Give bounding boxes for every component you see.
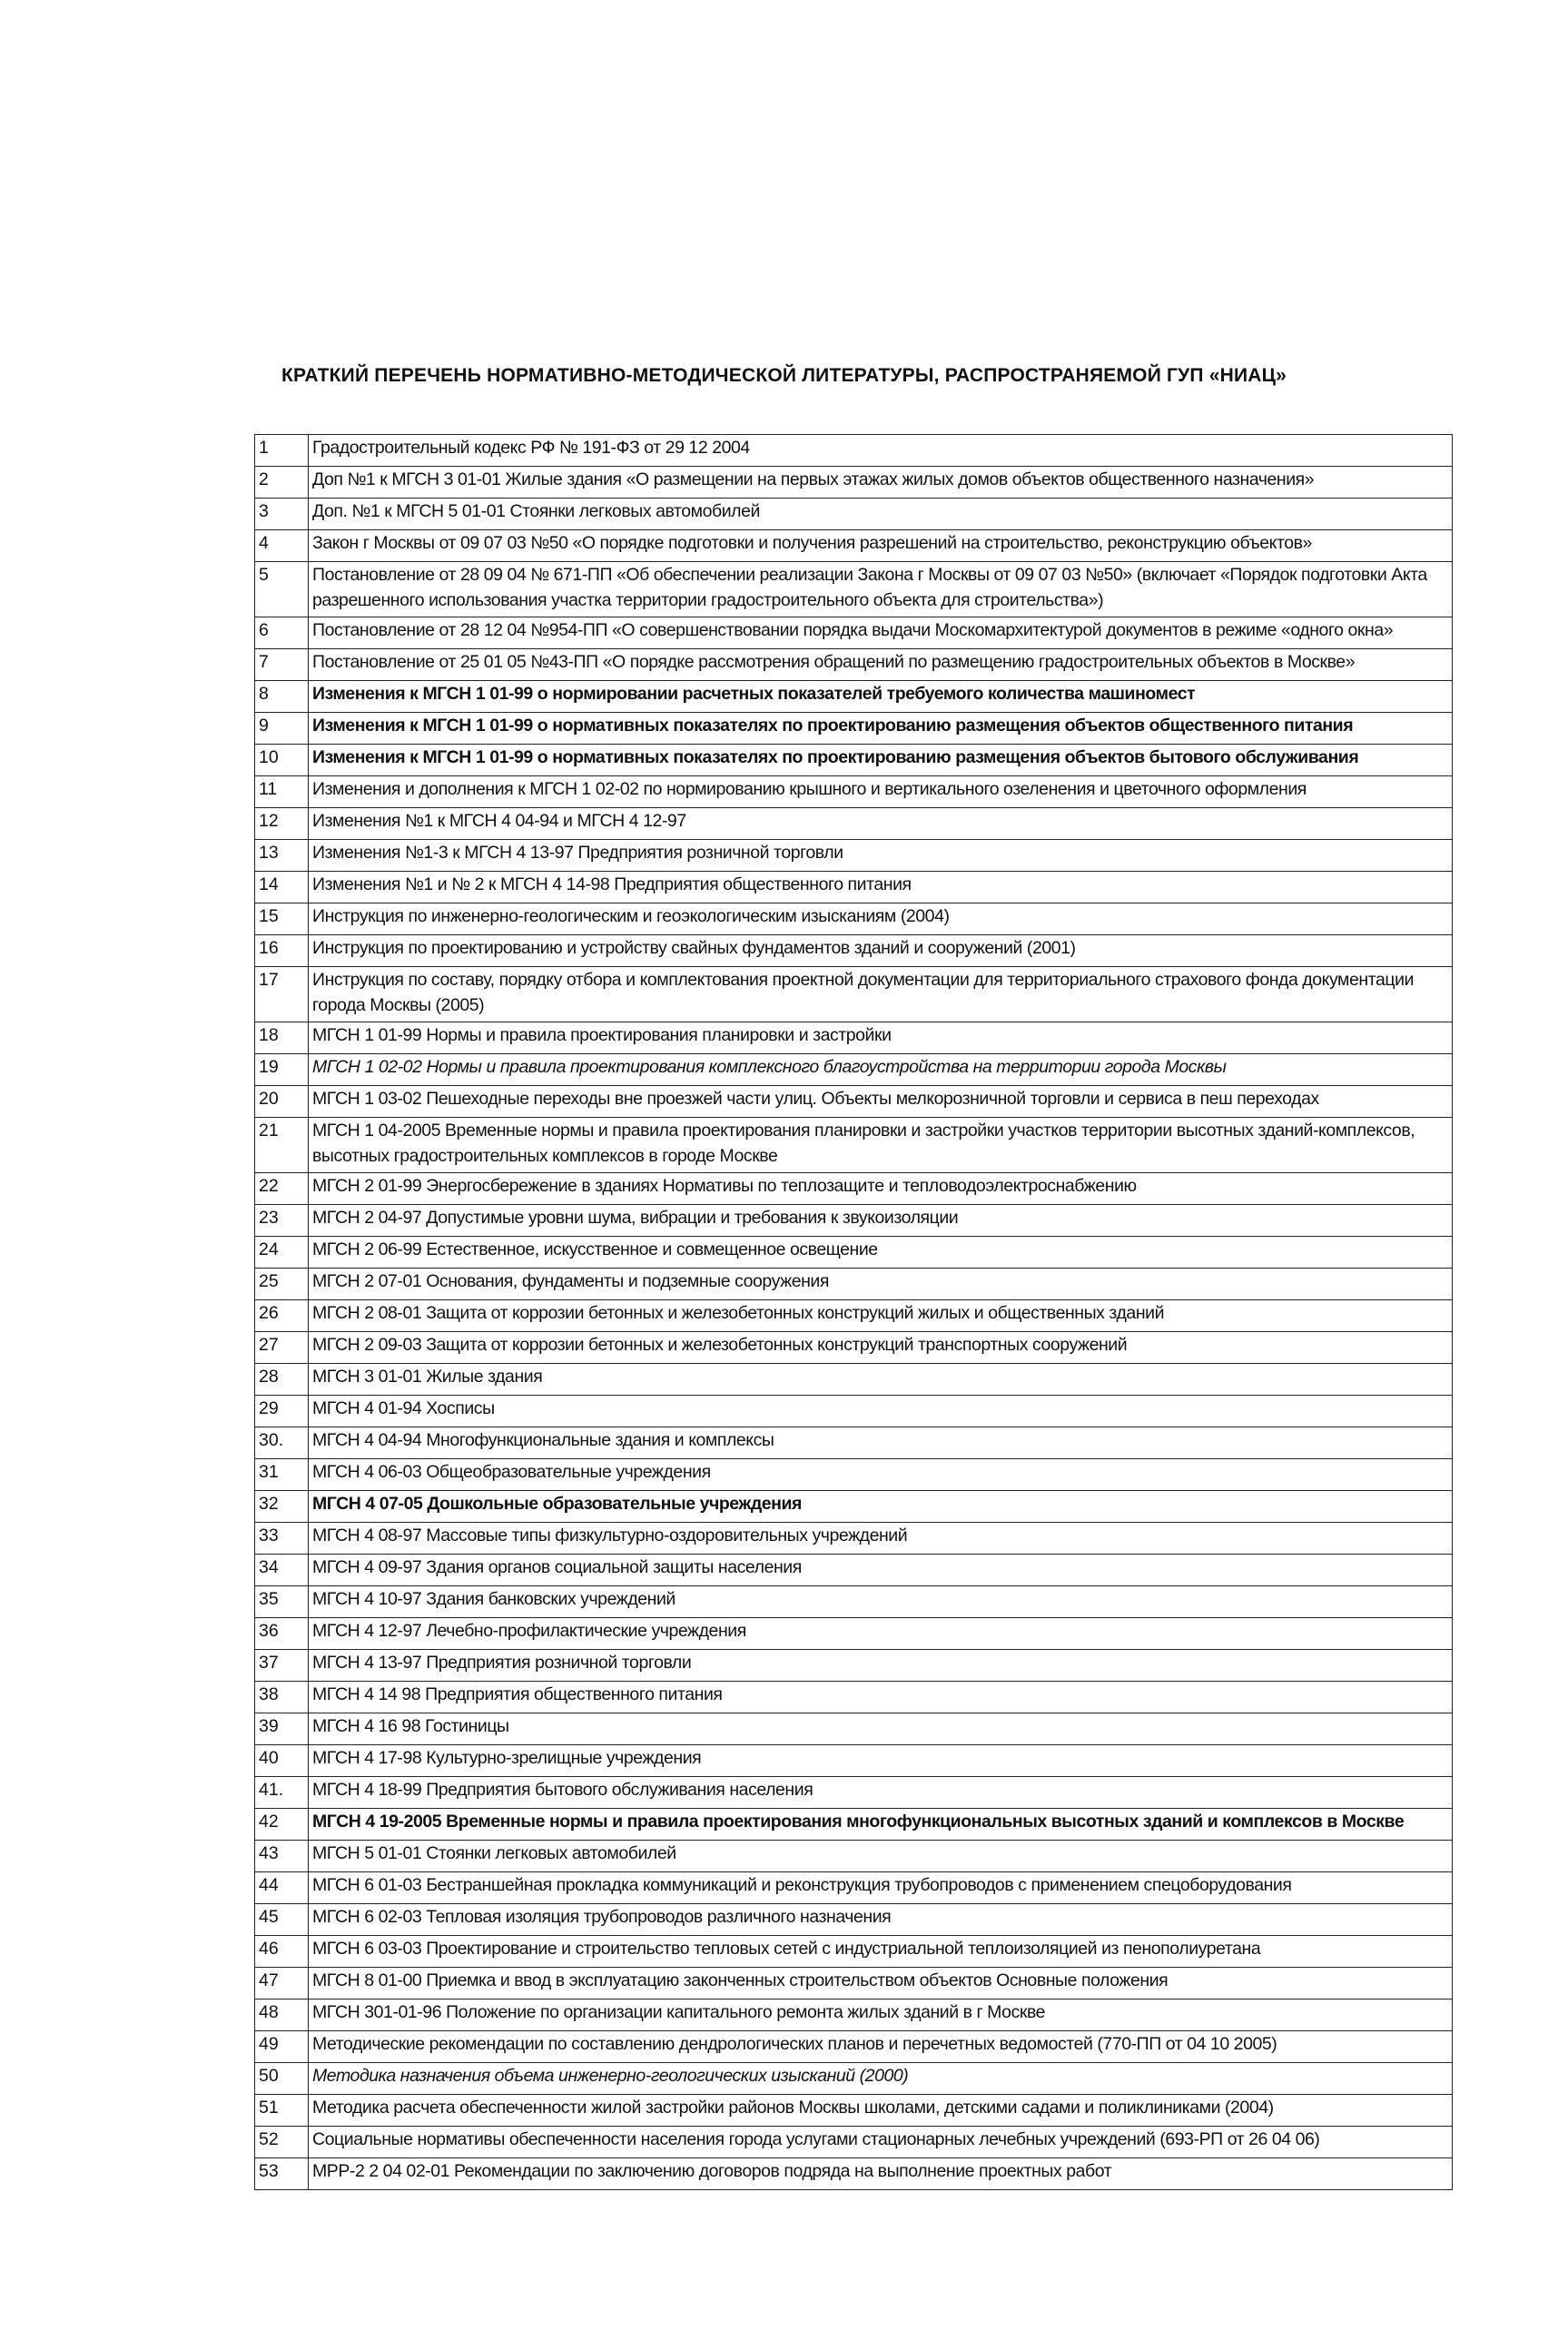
table-row (255, 1237, 1453, 1269)
row-title: МГСН 4 16 98 Гостиницы (309, 1713, 1453, 1745)
table-row (255, 1618, 1453, 1650)
row-title: Изменения к МГСН 1 01-99 о нормативных показателях по проектированию размещения объектов общественного питания (309, 713, 1453, 745)
row-number: 41. (255, 1777, 309, 1809)
row-title: Изменения №1 к МГСН 4 04-94 и МГСН 4 12-97 (309, 808, 1453, 840)
table-row (255, 872, 1453, 903)
row-title: МГСН 2 01-99 Энергосбережение в зданиях Нормативы по теплозащите и тепловодоэлектроснабжению (309, 1173, 1453, 1205)
row-number: 52 (255, 2127, 309, 2158)
table-row (255, 935, 1453, 967)
row-number: 38 (255, 1682, 309, 1713)
row-title: Доп. №1 к МГСН 5 01-01 Стоянки легковых автомобилей (309, 499, 1453, 530)
table-row (255, 1118, 1453, 1173)
row-title: Постановление от 28 12 04 №954-ПП «О совершенствовании порядка выдачи Москомархитектурой документов в режиме «одного окна» (309, 617, 1453, 649)
row-number: 21 (255, 1118, 309, 1173)
row-title: МГСН 4 13-97 Предприятия розничной торговли (309, 1650, 1453, 1682)
table-row (255, 1364, 1453, 1396)
row-number: 40 (255, 1745, 309, 1777)
row-number: 47 (255, 1968, 309, 1999)
table-row (255, 1054, 1453, 1086)
table-row (255, 1396, 1453, 1427)
table-row (255, 1650, 1453, 1682)
table-row (255, 1745, 1453, 1777)
row-title: МГСН 4 18-99 Предприятия бытового обслуживания населения (309, 1777, 1453, 1809)
row-number: 25 (255, 1269, 309, 1300)
row-number: 29 (255, 1396, 309, 1427)
row-number: 1 (255, 435, 309, 467)
table-row (255, 967, 1453, 1022)
row-number: 45 (255, 1904, 309, 1936)
row-title: МГСН 1 02-02 Нормы и правила проектирования комплексного благоустройства на территории города Москвы (309, 1054, 1453, 1086)
row-number: 3 (255, 499, 309, 530)
row-title: МГСН 4 08-97 Массовые типы физкультурно-оздоровительных учреждений (309, 1523, 1453, 1555)
table-row (255, 903, 1453, 935)
row-number: 44 (255, 1872, 309, 1904)
row-number: 24 (255, 1237, 309, 1269)
row-number: 43 (255, 1841, 309, 1872)
row-number: 6 (255, 617, 309, 649)
row-title: МГСН 2 04-97 Допустимые уровни шума, вибрации и требования к звукоизоляции (309, 1205, 1453, 1237)
table-row (255, 617, 1453, 649)
row-title: МРР-2 2 04 02-01 Рекомендации по заключению договоров подряда на выполнение проектных работ (309, 2158, 1453, 2190)
table-row (255, 1682, 1453, 1713)
table-row (255, 530, 1453, 562)
row-title: МГСН 4 19-2005 Временные нормы и правила проектирования многофункциональных высотных зданий и комплексов в Москве (309, 1809, 1453, 1841)
table-row (255, 1904, 1453, 1936)
row-number: 32 (255, 1491, 309, 1523)
row-title: Методические рекомендации по составлению дендрологических планов и перечетных ведомостей (770-ПП от 04 10 2005) (309, 2031, 1453, 2063)
row-title: Доп №1 к МГСН 3 01-01 Жилые здания «О размещении на первых этажах жилых домов объектов общественного назначения» (309, 467, 1453, 499)
row-title: Инструкция по инженерно-геологическим и геоэкологическим изысканиям (2004) (309, 903, 1453, 935)
table-row (255, 562, 1453, 617)
row-number: 35 (255, 1586, 309, 1618)
table-row (255, 1586, 1453, 1618)
row-title: МГСН 301-01-96 Положение по организации капитального ремонта жилых зданий в г Москве (309, 1999, 1453, 2031)
row-title: МГСН 4 12-97 Лечебно-профилактические учреждения (309, 1618, 1453, 1650)
row-title: Методика расчета обеспеченности жилой застройки районов Москвы школами, детскими садами и поликлиниками (2004) (309, 2095, 1453, 2127)
row-title: МГСН 4 06-03 Общеобразовательные учреждения (309, 1459, 1453, 1491)
row-number: 13 (255, 840, 309, 872)
row-title: Изменения к МГСН 1 01-99 о нормировании расчетных показателей требуемого количества машиномест (309, 681, 1453, 713)
row-number: 7 (255, 649, 309, 681)
table-row (255, 1300, 1453, 1332)
table-row (255, 1523, 1453, 1555)
row-title: Изменения №1 и № 2 к МГСН 4 14-98 Предприятия общественного питания (309, 872, 1453, 903)
table-row (255, 2031, 1453, 2063)
row-number: 37 (255, 1650, 309, 1682)
table-row (255, 649, 1453, 681)
table-row (255, 2063, 1453, 2095)
row-title: МГСН 8 01-00 Приемка и ввод в эксплуатацию законченных строительством объектов Основные положения (309, 1968, 1453, 1999)
row-title: Методика назначения объема инженерно-геологических изысканий (2000) (309, 2063, 1453, 2095)
table-row (255, 1427, 1453, 1459)
literature-table (254, 434, 1453, 2190)
row-title: МГСН 1 03-02 Пешеходные переходы вне проезжей части улиц. Объекты мелкорозничной торговли и сервиса в пеш переходах (309, 1086, 1453, 1118)
table-row (255, 1999, 1453, 2031)
row-number: 39 (255, 1713, 309, 1745)
row-number: 53 (255, 2158, 309, 2190)
row-number: 50 (255, 2063, 309, 2095)
row-number: 19 (255, 1054, 309, 1086)
table-row (255, 1491, 1453, 1523)
row-number: 11 (255, 776, 309, 808)
row-number: 8 (255, 681, 309, 713)
row-number: 27 (255, 1332, 309, 1364)
table-row (255, 1936, 1453, 1968)
table-row (255, 776, 1453, 808)
row-number: 20 (255, 1086, 309, 1118)
row-number: 18 (255, 1022, 309, 1054)
row-number: 30. (255, 1427, 309, 1459)
table-row (255, 1872, 1453, 1904)
row-number: 48 (255, 1999, 309, 2031)
row-title: МГСН 2 06-99 Естественное, искусственное и совмещенное освещение (309, 1237, 1453, 1269)
row-title: МГСН 6 03-03 Проектирование и строительство тепловых сетей с индустриальной теплоизоляцией из пенополиуретана (309, 1936, 1453, 1968)
table-row (255, 681, 1453, 713)
table-row (255, 745, 1453, 776)
row-number: 12 (255, 808, 309, 840)
table-row (255, 1332, 1453, 1364)
table-row (255, 1086, 1453, 1118)
row-title: МГСН 6 02-03 Тепловая изоляция трубопроводов различного назначения (309, 1904, 1453, 1936)
row-title: МГСН 1 01-99 Нормы и правила проектирования планировки и застройки (309, 1022, 1453, 1054)
row-number: 17 (255, 967, 309, 1022)
row-title: Инструкция по проектированию и устройству свайных фундаментов зданий и сооружений (2001) (309, 935, 1453, 967)
row-title: Изменения к МГСН 1 01-99 о нормативных показателях по проектированию размещения объектов бытового обслуживания (309, 745, 1453, 776)
table-row (255, 1022, 1453, 1054)
row-number: 2 (255, 467, 309, 499)
row-number: 46 (255, 1936, 309, 1968)
row-title: МГСН 2 08-01 Защита от коррозии бетонных и железобетонных конструкций жилых и общественных зданий (309, 1300, 1453, 1332)
table-row (255, 713, 1453, 745)
table-row (255, 1555, 1453, 1586)
row-title: Изменения и дополнения к МГСН 1 02-02 по нормированию крышного и вертикального озеленения и цветочного оформления (309, 776, 1453, 808)
table-row (255, 435, 1453, 467)
table-row (255, 1841, 1453, 1872)
row-title: МГСН 1 04-2005 Временные нормы и правила проектирования планировки и застройки участков территории высотных зданий-комплексов, высотных градостроительных комплексов в городе Москве (309, 1118, 1453, 1173)
row-number: 42 (255, 1809, 309, 1841)
row-title: МГСН 4 14 98 Предприятия общественного питания (309, 1682, 1453, 1713)
table-row (255, 808, 1453, 840)
row-number: 14 (255, 872, 309, 903)
row-number: 49 (255, 2031, 309, 2063)
row-number: 31 (255, 1459, 309, 1491)
table-row (255, 1809, 1453, 1841)
table-row (255, 1269, 1453, 1300)
row-title: МГСН 4 04-94 Многофункциональные здания и комплексы (309, 1427, 1453, 1459)
row-number: 34 (255, 1555, 309, 1586)
row-number: 10 (255, 745, 309, 776)
table-row (255, 2127, 1453, 2158)
row-title: МГСН 4 07-05 Дошкольные образовательные учреждения (309, 1491, 1453, 1523)
row-number: 4 (255, 530, 309, 562)
table-row (255, 1713, 1453, 1745)
row-title: МГСН 4 17-98 Культурно-зрелищные учреждения (309, 1745, 1453, 1777)
row-number: 36 (255, 1618, 309, 1650)
row-number: 16 (255, 935, 309, 967)
table-row (255, 2095, 1453, 2127)
row-number: 9 (255, 713, 309, 745)
row-title: Инструкция по составу, порядку отбора и комплектования проектной документации для территориального страхового фонда документации города Москвы (2005) (309, 967, 1453, 1022)
row-title: Постановление от 28 09 04 № 671-ПП «Об обеспечении реализации Закона г Москвы от 09 07 03 №50» (включает «Порядок подготовки Акта разрешенного использования участка территории градостроительного объекта для строительства») (309, 562, 1453, 617)
table-row (255, 1968, 1453, 1999)
table-row (255, 1205, 1453, 1237)
row-title: МГСН 4 09-97 Здания органов социальной защиты населения (309, 1555, 1453, 1586)
table-row (255, 840, 1453, 872)
row-number: 23 (255, 1205, 309, 1237)
row-title: МГСН 3 01-01 Жилые здания (309, 1364, 1453, 1396)
row-title: МГСН 5 01-01 Стоянки легковых автомобилей (309, 1841, 1453, 1872)
row-number: 22 (255, 1173, 309, 1205)
row-number: 51 (255, 2095, 309, 2127)
row-title: МГСН 4 01-94 Хосписы (309, 1396, 1453, 1427)
row-title: Постановление от 25 01 05 №43-ПП «О порядке рассмотрения обращений по размещению градостроительных объектов в Москве» (309, 649, 1453, 681)
row-number: 5 (255, 562, 309, 617)
table-row (255, 499, 1453, 530)
row-title: Социальные нормативы обеспеченности населения города услугами стационарных лечебных учреждений (693-РП от 26 04 06) (309, 2127, 1453, 2158)
row-title: МГСН 2 07-01 Основания, фундаменты и подземные сооружения (309, 1269, 1453, 1300)
row-title: МГСН 6 01-03 Бестраншейная прокладка коммуникаций и реконструкция трубопроводов с применением спецоборудования (309, 1872, 1453, 1904)
row-number: 26 (255, 1300, 309, 1332)
table-row (255, 1459, 1453, 1491)
row-title: МГСН 2 09-03 Защита от коррозии бетонных и железобетонных конструкций транспортных сооружений (309, 1332, 1453, 1364)
row-number: 15 (255, 903, 309, 935)
row-title: Изменения №1-3 к МГСН 4 13-97 Предприятия розничной торговли (309, 840, 1453, 872)
table-row (255, 1777, 1453, 1809)
row-title: Градостроительный кодекс РФ № 191-ФЗ от 29 12 2004 (309, 435, 1453, 467)
table-row (255, 1173, 1453, 1205)
row-title: МГСН 4 10-97 Здания банковских учреждений (309, 1586, 1453, 1618)
row-number: 33 (255, 1523, 309, 1555)
document-title: КРАТКИЙ ПЕРЕЧЕНЬ НОРМАТИВНО-МЕТОДИЧЕСКОЙ ЛИТЕРАТУРЫ, РАСПРОСТРАНЯЕМОЙ ГУП «НИАЦ» (281, 365, 1287, 386)
table-row (255, 2158, 1453, 2190)
row-title: Закон г Москвы от 09 07 03 №50 «О порядке подготовки и получения разрешений на строительство, реконструкцию объектов» (309, 530, 1453, 562)
table-row (255, 467, 1453, 499)
row-number: 28 (255, 1364, 309, 1396)
